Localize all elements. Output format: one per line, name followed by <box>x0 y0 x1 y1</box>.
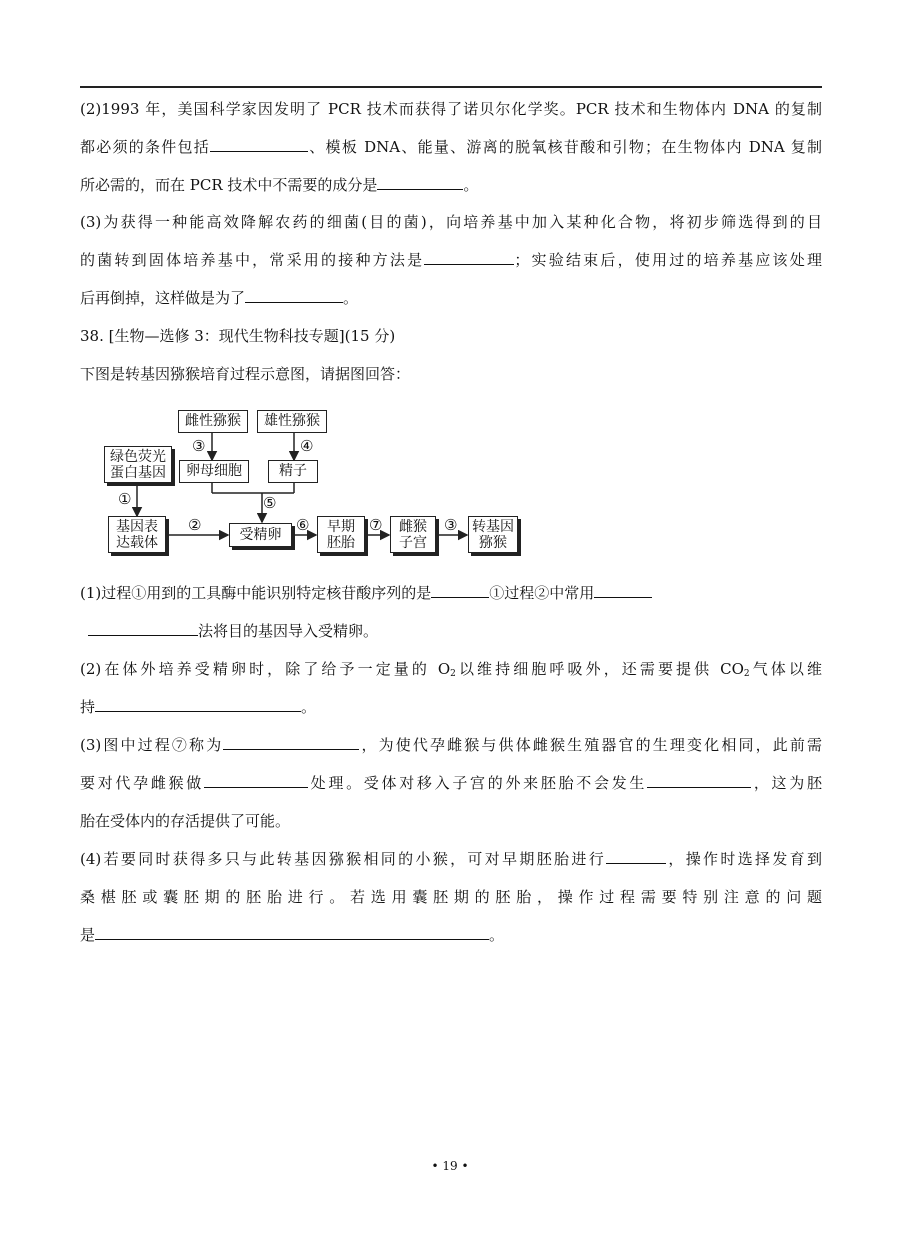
q38-p1-line2: 法将目的基因导入受精卵。 <box>80 621 830 641</box>
step-5-label: ⑤ <box>263 494 277 512</box>
answer-blank[interactable] <box>95 697 301 712</box>
answer-blank[interactable] <box>431 583 489 598</box>
q37-p3-line3: 后再倒掉，这样做是为了 。 <box>80 289 359 307</box>
q38-p3-line3: 胎在受体内的存活提供了可能。 <box>80 812 291 830</box>
step-3-label: ③ <box>192 437 206 455</box>
top-rule <box>80 86 822 88</box>
q37-p3-line2: 的菌转到固体培养基中，常采用的接种方法是 ；实验结束后，使用过的培养基应该处理 <box>80 251 822 269</box>
answer-blank[interactable] <box>210 137 308 152</box>
q38-p4-line2: 桑椹胚或囊胚期的胚胎进行。若选用囊胚期的胚胎，操作过程需要特别注意的问题 <box>80 888 822 906</box>
q37-p2-line1: (2)1993 年，美国科学家因发明了 PCR 技术而获得了诺贝尔化学奖。PCR 技术和生物体内 DNA 的复制 <box>80 100 822 118</box>
answer-blank[interactable] <box>647 773 751 788</box>
q37-p2-line2: 都必须的条件包括 、模板 DNA、能量、游离的脱氧核苷酸和引物；在生物体内 DNA 复制 <box>80 138 822 156</box>
q38-p4-line3: 是 。 <box>80 926 505 944</box>
male-macaque-box: 雄性猕猴 <box>257 410 327 433</box>
expression-vector-box: 基因表 达载体 <box>108 516 166 553</box>
q38-heading: 38. [生物—选修 3：现代生物科技专题](15 分) <box>80 327 396 345</box>
sperm-box: 精子 <box>268 460 318 483</box>
q38-p3-line2: 要对代孕雌猴做 处理。受体对移入子宫的外来胚胎不会发生 ，这为胚 <box>80 774 822 792</box>
answer-blank[interactable] <box>245 288 343 303</box>
q38-intro: 下图是转基因猕猴培育过程示意图，请据图回答： <box>80 365 411 383</box>
step-4-label: ④ <box>300 437 314 455</box>
step-3b-label: ③ <box>444 516 458 534</box>
q38-p3-line1: (3)图中过程⑦称为 ，为使代孕雌猴与供体雌猴生殖器官的生理变化相同，此前需 <box>80 736 822 754</box>
answer-blank[interactable] <box>204 773 308 788</box>
q38-p1-line1: (1)过程①用到的工具酶中能识别特定核苷酸序列的是 ①过程②中常用 <box>80 583 822 603</box>
step-6-label: ⑥ <box>296 516 310 534</box>
answer-blank[interactable] <box>223 735 359 750</box>
q37-p2-line3: 所必需的，而在 PCR 技术中不需要的成分是 。 <box>80 176 479 194</box>
answer-blank[interactable] <box>424 250 514 265</box>
q38-p2-line1: (2)在体外培养受精卵时，除了给予一定量的 $O_2$以维持细胞呼吸外，还需要提供 $CO_2$气体以维 <box>80 660 822 679</box>
page-number: • 19 • <box>431 1159 469 1173</box>
answer-blank[interactable] <box>377 175 463 190</box>
transgenic-macaque-box: 转基因 猕猴 <box>468 516 518 553</box>
q38-p4-line1: (4)若要同时获得多只与此转基因猕猴相同的小猴，可对早期胚胎进行 ，操作时选择发育到 <box>80 850 822 868</box>
uterus-box: 雌猴 子宫 <box>390 516 436 553</box>
female-macaque-box: 雌性猕猴 <box>178 410 248 433</box>
fertilized-egg-box: 受精卵 <box>229 523 292 547</box>
answer-blank[interactable] <box>95 925 489 940</box>
early-embryo-box: 早期 胚胎 <box>317 516 365 553</box>
q37-p3-line1: (3)为获得一种能高效降解农药的细菌(目的菌)，向培养基中加入某种化合物，将初步筛选得到的目 <box>80 213 822 231</box>
q38-p2-line2: 持 。 <box>80 698 317 716</box>
step-1-label: ① <box>118 490 132 508</box>
answer-blank[interactable] <box>88 621 198 636</box>
answer-blank[interactable] <box>594 583 652 598</box>
answer-blank[interactable] <box>606 849 666 864</box>
gfp-gene-box: 绿色荧光 蛋白基因 <box>104 446 172 483</box>
step-7-label: ⑦ <box>369 516 383 534</box>
step-2-label: ② <box>188 516 202 534</box>
oocyte-box: 卵母细胞 <box>179 460 249 483</box>
